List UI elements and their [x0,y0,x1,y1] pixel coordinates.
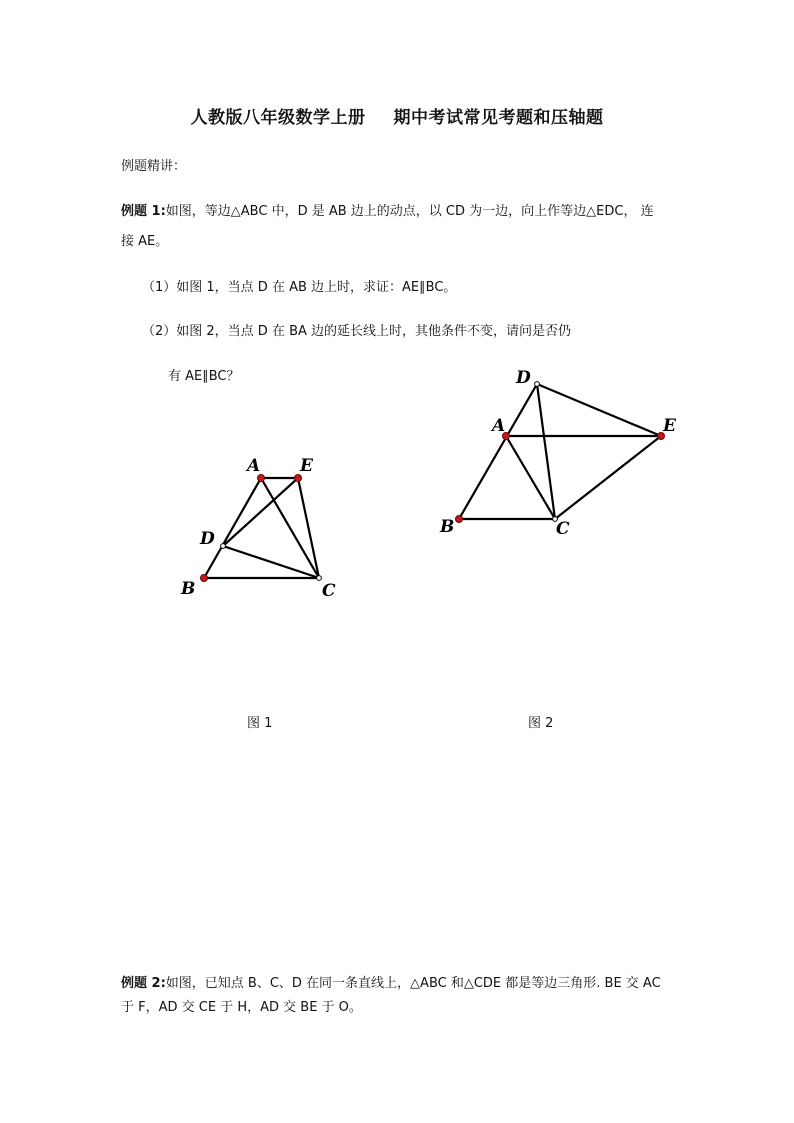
example2-line1 [121,974,661,994]
point-C [317,576,322,581]
example2-text-line2: 于 F，AD 交 CE 于 H，AD 交 BE 于 O。 [121,1000,362,1015]
segment-DE [537,384,661,436]
label-D: D [516,368,531,388]
label-B: B [440,517,455,537]
segment-AC [506,436,555,519]
title-left: 人教版八年级数学上册 [190,108,366,128]
segment-EC [298,478,319,578]
segment-DB [459,384,537,519]
segment-AC [261,478,319,578]
segment-DC [223,546,319,578]
example1-question2-line1: （2）如图 2，当点 D 在 BA 边的延长线上时，其他条件不变，请问是否仍 [142,324,572,339]
example1-text-line1: 如图，等边△ABC 中，D 是 AB 边上的动点，以 CD 为一边，向上作等边△EDC， 连 [165,204,654,219]
figure1-caption: 图 1 [247,716,273,731]
label-D: D [200,529,215,549]
segment-ED [223,478,298,546]
figure2-lines [459,384,661,519]
label-A: A [492,416,506,436]
point-B [455,515,462,522]
point-D [221,544,226,549]
segment-EC [555,436,661,519]
label-B: B [181,579,196,599]
figure1-points [200,474,321,581]
segment-DC [537,384,555,519]
section-label: 例题精讲： [121,159,187,174]
label-C: C [322,581,336,601]
label-E: E [300,456,313,476]
label-E: E [663,416,676,436]
example2-text-line1: 如图，已知点 B、C、D 在同一条直线上，△ABC 和△CDE 都是等边三角形. BE 交 AC [165,976,661,991]
example1-question1: （1）如图 1，当点 D 在 AB 边上时，求证：AE∥BC。 [142,280,457,295]
label-C: C [556,519,570,539]
segment-AB [204,478,261,578]
label-A: A [247,456,261,476]
example1-question2-line2: 有 AE∥BC？ [168,369,240,384]
point-B [200,574,207,581]
figure2-points [455,382,664,523]
title-right: 期中考试常见考题和压轴题 [393,108,604,128]
example1-label: 例题 1: [121,204,166,219]
example2-label: 例题 2: [121,976,166,991]
figure1-lines [204,478,319,578]
point-D [535,382,540,387]
figure2-caption: 图 2 [528,716,554,731]
example1-text-line2: 接 AE。 [121,234,169,249]
